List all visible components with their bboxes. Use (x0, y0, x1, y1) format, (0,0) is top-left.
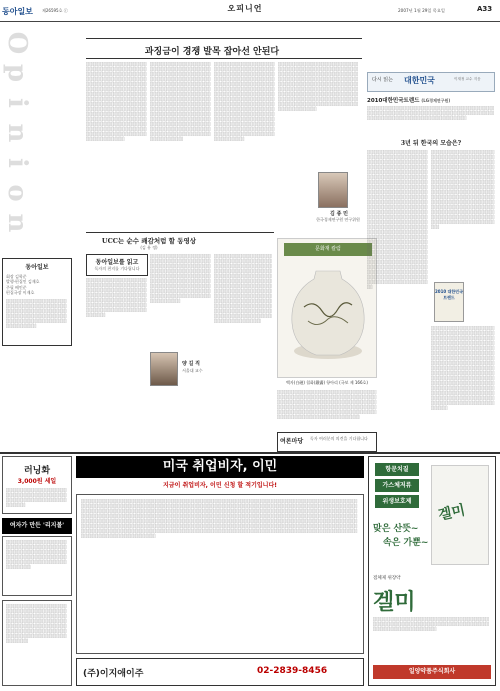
section-title: 오피니언 (227, 4, 263, 13)
gelmi-item: 가스체저류 (375, 479, 419, 492)
lizzy-ad-header[interactable]: 여자가 만든 '리지볼' (2, 518, 72, 534)
opinion-letter: n (2, 123, 32, 143)
gelmi-item: 위생보호제 (375, 495, 419, 508)
book-cover (434, 282, 464, 322)
essay-intro: ░░░░░░░░░░░░░░░░░░░░░░░░░░░░░░░░░░░░░░░░░░░░░░░░░░░░░░░░░░░░░░░░░░░░░░░░░░░░░░░░░░░░░░░░░░░░░░░░░░░░░░░░░░░░░░░░░░░░░░░░░░░░░░░░ (367, 106, 495, 120)
visa-ad-text: ░░░░░░░░░░░░░░░░░░░░░░░░░░░░░░░░░░░░░░░░░░░░░░░░░░░░░░░░░░░░░░░░░░░░░░░░░░░░░░░░░░░░░░░░░░░░░░░░░░░░░░░░░░░░░░░░░░░░░░░░░░░░░░░░░░░░░░░░░░░░░░░░░░░░░░░░░░░░░░░░░░░░░░░░░░░░░░░░░░░░░░░░░░░░░░░░░░░░░░░░░░░░░░░░░░░░░░░░░░░░░░░░░░░░░░░░░░░░░░░░░░░░░░░░░░░░░░░░░░░░░░░░░░░░░░░░░░░░░░░░░░░░░░░░░░░░░░░░░░░░░░░░░░░░░░░░░░░░░░░░░░░░░░░░░░░░░░░░░░░░░░░░░░░░░░░░░░░░░░░░░░░░░░░░░░░░░░░░░░░░░░░░░░░░░░░░░░░░░░░░░░░░░░░░░░░░░░░░░░░░░░░░░░░░░░░░░░░░░░░░░░░░░░░░░░░░░░░░░░░░░░░░░░░░░░░░░░░░░░░░░░░░░░░░░░░░░░░░░░░░░░░░░░░░░░░░░░░░░░░░░░░░░░░░░░░░░░░░░░░░░░░░░░░░░░░░░░░░░░░░░░░░░░░░░░░░░░░░░░░░░░░░░░░░░░░░░░░░░░░░░░░░░░░░░░░░░░░░░░░░░░░░░░░░░░░░░░░░░░░░░░░░░░░░░░░░░░░░░░░░░░░░░░░░░░░░░░░░░░░░░░░░░░░░░░░░░░░░░░░░░░░░░░░░░░░░░░░░░░░░░░░░░░░ (81, 499, 358, 538)
gelmi-slogan-2: 속은 가뿐~ (383, 538, 429, 548)
vase-image (278, 259, 378, 379)
promo-sub: 이재정 교수 지음 (454, 77, 481, 81)
divider (86, 38, 362, 39)
author-photo (318, 172, 348, 208)
promo-title: 대한민국 (404, 75, 435, 85)
opinion-letter: i (2, 158, 32, 168)
lizzy-ad-text: ░░░░░░░░░░░░░░░░░░░░░░░░░░░░░░░░░░░░░░░░░░░░░░░░░░░░░░░░░░░░░░░░░░░░░░░░░░░░░░░░░░░░░░░░░░░░░░░░░░░░░░░░░░░░░░░░░░░░░░░ (6, 540, 67, 569)
editorial-row: 발행·편집인 김재호 (6, 279, 40, 285)
promo-banner (367, 72, 495, 92)
main-headline: 과징금이 경쟁 발목 잡아선 안된다 (144, 47, 280, 57)
page-number: A33 (477, 5, 493, 13)
article-column: ░░░░░░░░░░░░░░░░░░░░░░░░░░░░░░░░░░░░░░░░░░░░░░░░░░░░░░░░░░░░░░░░░░░░░░░░░░░░░░░░░░░░░░░░░░░░░░░░░░░░░░░░░░░░░░░░░░░░░░░░░░░░░░░░░░░░░░░░░░░░░░░░░░░░░░░░░░░░░░░░░░░░░░░░░░░░░░░░░░░░░░░░░░░░░░░░░░░░░░░░░░░░░░░░░░░░░░░░░░░░░░░░░░░░░░░░░░░░░░░░░░░░░░░░░░░░░░░░░░░░░░░░░░░░░░░░░░░░░░░░░░░░░░░░░░░░░░░░░░░░░░░░░░░░░░░░░░░░░░░░░░░░░░░░░░░░░░░░░░░░░░░░░░░░ (431, 150, 495, 229)
forum-text: 독자 여러분의 의견을 기다립니다 (310, 436, 368, 441)
reader-box-title: 동아일보를 읽고 (95, 259, 139, 266)
gelmi-item: 항문치질 (375, 463, 419, 476)
lizzy-ad-body[interactable] (2, 536, 72, 596)
classified-ads[interactable] (2, 600, 72, 686)
reader-letters-box (86, 254, 148, 276)
article-column: ░░░░░░░░░░░░░░░░░░░░░░░░░░░░░░░░░░░░░░░░░░░░░░░░░░░░░░░░░░░░░░░░░░░░░░░░░░░░░░░░░░░░░░░░░░░░░░░░░░░░░░░░░░░░░░░░░░░░░░░░░░░░░░░░░░░░░░░░░░░░░░░░░░░░░░░░░░░░░░░░░░░░░░░░░░░░░░░░░░░░░░░░░░░░░░░░░░░░░░░░░░░░░░░░░ (150, 254, 211, 303)
author-name: 김 종 민 (330, 211, 348, 217)
article-column: ░░░░░░░░░░░░░░░░░░░░░░░░░░░░░░░░░░░░░░░░░░░░░░░░░░░░░░░░░░░░░░░░░░░░░░░░░░░░░░░░░░░░░░░░░░░░░░░░░░░░░░░░░░░░░░░░░░░░░░░░░░░░░░░░░░░░░░░░░░░░░░░░░░░░░░░░░░░░░░░░░░░░░░░░░░░░░░░░░░░░░░░░░░░░░░░░░░░░░░░░░░░░░░░░░░░░░░░░░░░░░░░░░░░░░░░░░░░░░░░░░░░░░░░░░░░░░░░░░░░░░░░░░░░░░░░░░░░░░░░░░░░░░░░░░░░░░░░░░░░░░░░░░░░░░░░░░░░░░░░░░░░░░░░░░░░░░░░░░░░░░ (214, 62, 275, 141)
artifact-banner: 문화재 칼럼 (284, 243, 372, 256)
editorial-info-box (2, 258, 72, 346)
shoe-ad-fine: ░░░░░░░░░░░░░░░░░░░░░░░░░░░░░░░░░░░░░░░░░░░░░░░░░░░░░░░░░░░░░░░░░░░░░░░░░ (6, 488, 67, 507)
essay-question: 3년 뒤 한국의 모습은? (400, 140, 462, 147)
reader-box-sub: 독자의 편지를 기다립니다 (94, 266, 140, 271)
gelmi-tag: 점체제 위장약 (373, 576, 401, 581)
opinion-letter: p (2, 63, 32, 83)
editorial-box-title: 동아일보 (25, 264, 49, 271)
visa-ad-headline[interactable]: 미국 취업비자, 이민 (76, 456, 364, 478)
shoe-ad-title: 러닝화 (23, 466, 51, 476)
ucc-byline: (김 유 정) (140, 245, 158, 250)
newspaper-logo: 동아일보 (2, 6, 33, 16)
columnist-title: 서울대 교수 (182, 368, 203, 373)
company-name: (주)이지애이주 (83, 669, 144, 679)
gelmi-brand: 겔미 (373, 589, 416, 615)
forum-label: 여론마당 (280, 438, 304, 445)
gelmi-slogan-1: 맞은 산뜻~ (373, 524, 419, 534)
gelmi-product-image (431, 465, 489, 565)
visa-ad-body[interactable] (76, 494, 364, 654)
book-title: 2010 대한민국 트렌드 (435, 289, 463, 300)
issue-date: 2007년 1월 29일 목요일 (398, 8, 445, 13)
editorial-row: 주필 배인준 (6, 284, 27, 290)
gelmi-product-brand: 겔미 (436, 502, 467, 524)
article-column: ░░░░░░░░░░░░░░░░░░░░░░░░░░░░░░░░░░░░░░░░░░░░░░░░░░░░░░░░░░░░░░░░░░░░░░░░░░░░░░░░░░░░░░░░░░░░░░░░░░░░░░░░░░░░░░░░░░░░░░░░░░░░░░░░░░░░░░░░░░░░░░░░░░░░░░░░░░░░░░░░░░░░░░░░░░░░░░░░░░░░░░░░░░░░░░░░░░░░░░░░░░░░░░░░░░ (277, 390, 377, 419)
issue-number: 제26595호 ⓒ (42, 8, 68, 13)
gelmi-ad[interactable] (368, 456, 496, 686)
article-column: ░░░░░░░░░░░░░░░░░░░░░░░░░░░░░░░░░░░░░░░░░░░░░░░░░░░░░░░░░░░░░░░░░░░░░░░░░░░░░░░░░░░░░░░░░░░░░░░░░░░░░░░░░░░░░░░░░░░░░░░░░░░░░░░░░░░░░░░░░░░░░░░░░░░░░░░░░░░░░░░░░░░░░░░░░░░░░░░░░░░░░░░░░░░░░░░░░░░░░░░░░░░░░░░░░░░░░░░░░░░░░░░░░░░░░░░░░░░░░░░░░░░░░░░░░░░░░░░░░░░░░░░░░░░░░░░░░░░░░░░░░░░░░░░░░░░░░░░░░░░░░░░░░░░░░░░░░░░░░░░░░░░░░░░░░░░░░░░░░░░░░░░░░░░░░░░░░░░░░░░░░░░░░░░░░░░░░░ (431, 326, 495, 410)
shoe-ad[interactable] (2, 456, 72, 514)
visa-ad-sub: 지금이 취업비자, 이민 신청 할 적기입니다! (163, 482, 277, 489)
divider (86, 232, 274, 233)
article-column: ░░░░░░░░░░░░░░░░░░░░░░░░░░░░░░░░░░░░░░░░░░░░░░░░░░░░░░░░░░░░░░░░░░░░░░░░░░░░░░░░░░░░░░░░░░░░░░░░░░░░░░░░░░░░░░░░░░░░░░░░░░░░░░░░░░░░░░░░░░░░░░░░░░░░░░░░░░░░░░░░░ (86, 278, 147, 317)
company-footer[interactable] (76, 658, 364, 686)
masthead (0, 0, 500, 22)
opinion-letter: n (2, 213, 32, 233)
article-column: ░░░░░░░░░░░░░░░░░░░░░░░░░░░░░░░░░░░░░░░░░░░░░░░░░░░░░░░░░░░░░░░░░░░░░░░░░░░░░░░░░░░░░░░░░░░░░░░░░░░░░░░░░░░░░░░░░░░░░░░░░░░░░░░░░░░░░░░░░░░░░░░░░░░░░░░░░░░░░░░░░░░░░░░░░░░░░░░░░░░░░░░░░░░░░░░░░░░░░░░░░░░░░░░░░░░░░░░░░░░░░░░░░░░░░░░░░░░░░░░░░░░░░░░░░░░░░░░░░░░░░░░░░░░░░░░░░░░░░░░░░░░░░░░░░░░░░░░░░░░░░░░░░░░░░░░░░░░░░░░░░░░░░░░░░░░░░░░░░░░░░░ (150, 62, 211, 141)
editorial-fine-print: ░░░░░░░░░░░░░░░░░░░░░░░░░░░░░░░░░░░░░░░░░░░░░░░░░░░░░░░░░░░░░░░░░░░░░░░░░░░░░░░░░░░░░░░░░░░░░░░░░░░░░░░░░░░░░░░░░░░░░░░░░ (6, 298, 67, 328)
article-column: ░░░░░░░░░░░░░░░░░░░░░░░░░░░░░░░░░░░░░░░░░░░░░░░░░░░░░░░░░░░░░░░░░░░░░░░░░░░░░░░░░░░░░░░░░░░░░░░░░░░░░░░░░░░░░░░░░░░░░░░░░░░░░░░░░░░░░░░░░░░░░░░░░░░░░░░░░░░░░░░░░░░░░░░░░░░░░░░░░░░░░░░░░░░░░░░░░░░░░░░░░░░░░░░░░░░░░░░░░░░░░░░░░░░░░░░░░░░░░░░░░░░░░░░░░░░░░░░░░░░░░░░░░░░░░░░░░░░░░░░░░░░░░░░░░░░░░░░░░░░░░░░░░░░░░░░░░░░░░░░░░░░░░░░░░░░░░░░░░░░░░░░░ (86, 62, 147, 141)
columnist-photo (150, 352, 178, 386)
essay-title: 2010대한민국트렌드 (367, 98, 420, 104)
essay-subtitle: (LG경제연구원) (421, 98, 451, 103)
editorial-row: 회장 김학준 (6, 274, 27, 279)
article-column: ░░░░░░░░░░░░░░░░░░░░░░░░░░░░░░░░░░░░░░░░░░░░░░░░░░░░░░░░░░░░░░░░░░░░░░░░░░░░░░░░░░░░░░░░░░░░░░░░░░░░░░░░░░░░░░░░░░░░░░░░░░░░░░░░░░░░░░░░░░░░░░░░░░░░░░░░░░░░░░░░░░░░░░░░░░░░░░░░░░░░░░░░░░░░░░░░░░░░░░░░░░░░░░░░░░░░░░░░░░░░░░░░░░░░░░░░░░░░░░░░░░░░░░░░░░░░░░░░░░░░░░░░░░░░░░░░░░░ (278, 62, 359, 111)
shoe-ad-sub: 3,000원 세일 (17, 478, 57, 485)
gelmi-fine-print: ░░░░░░░░░░░░░░░░░░░░░░░░░░░░░░░░░░░░░░░░░░░░░░░░░░░░░░░░░░░░░░░░░░░░░░░░░░░░░░░░░░░░░░░░░░░░░░░░░░░░░░░░░░░ (373, 617, 490, 631)
opinion-vertical-title (2, 28, 32, 248)
opinion-letter: O (2, 31, 32, 55)
opinion-letter: i (2, 98, 32, 108)
opinion-forum-box (277, 432, 377, 452)
gelmi-company: 일양약품주식회사 (373, 665, 491, 679)
artifact-feature (277, 238, 377, 378)
author-title: 한국경제연구원 연구위원 (316, 217, 360, 222)
article-column: ░░░░░░░░░░░░░░░░░░░░░░░░░░░░░░░░░░░░░░░░░░░░░░░░░░░░░░░░░░░░░░░░░░░░░░░░░░░░░░░░░░░░░░░░░░░░░░░░░░░░░░░░░░░░░░░░░░░░░░░░░░░░░░░░░░░░░░░░░░░░░░░░░░░░░░░░░░░░░░░░░░░░░░░░░░░░░░░░░░░░░░░░░░░░░░░░░░░░░░░░░░░░░░░░░░░░░░░░░░░░░░░░░░░░░░░░░░░░░░░░░░░░░░░░░░░░░░░░░░░░░░░░░░░░░░░░░░░░░░░░░░░░░░░░░░░░░░░░░░░░░░░░░░░░░░░░░░░░░░░░░░░░░░░░░░░░░░░░░░░░░░░░░░░░░░░░░░░░░░░░░░░░░░░░░░░░░░░░░░░░░░░░░░░░░░░░░░░░░░░░░░░░░░░░░░░░░░░░░░░░░░░░░░░░░░░░░░░░░░░░░░░░░░░░░░░░░░░░░░░░░░░░░░░░░░░░░░░░░░░░░░░░░░░░░░░░░░░░░░░░░░░░░░░░░░░░░░░░░░░░░░░░░░░░░░░░░░░░░░░░░░░░░░░░░░░░░░░░░░░░░░░░░░░░░░░░░░░░░░░░░░░░░░░░░░░░░░░░ (367, 150, 428, 289)
editorial-row: 편집국장 이재호 (6, 290, 35, 296)
opinion-letter: o (2, 184, 32, 202)
artifact-caption: 백자(白磁) 철화(鐵畵) 항아리 (국보 제 166호) (286, 380, 368, 385)
columnist-name: 양 길 직 (182, 361, 200, 367)
promo-label: 다시 읽는 (372, 77, 393, 83)
ucc-headline: UCC는 순수 쾌감처럼 할 동영상 (101, 237, 197, 245)
company-phone: 02-2839-8456 (257, 666, 328, 676)
ad-divider (0, 452, 500, 454)
divider (86, 58, 362, 59)
classified-text: ░░░░░░░░░░░░░░░░░░░░░░░░░░░░░░░░░░░░░░░░░░░░░░░░░░░░░░░░░░░░░░░░░░░░░░░░░░░░░░░░░░░░░░░░░░░░░░░░░░░░░░░░░░░░░░░░░░░░░░░░░░░░░░░░░░░░░░░░░░░░░░░░░░░░░░░░░░░░░░░░░░ (6, 604, 67, 643)
essay-heading (367, 96, 495, 104)
article-column: ░░░░░░░░░░░░░░░░░░░░░░░░░░░░░░░░░░░░░░░░░░░░░░░░░░░░░░░░░░░░░░░░░░░░░░░░░░░░░░░░░░░░░░░░░░░░░░░░░░░░░░░░░░░░░░░░░░░░░░░░░░░░░░░░░░░░░░░░░░░░░░░░░░░░░░░░░░░░░░░░░░░░░░░░░░░░░░░░░░░░░░░░░░░░░░░░░░░░░░░░░░░░░░░░░░░░░░░░░░░░░░░░░░░░░░░░░░░░░░░░░░░░░░░░░░░░░░░░░░░░░░░░░░░░░░░░░░░░░░░░░░░░░░░░░░ (214, 254, 273, 323)
